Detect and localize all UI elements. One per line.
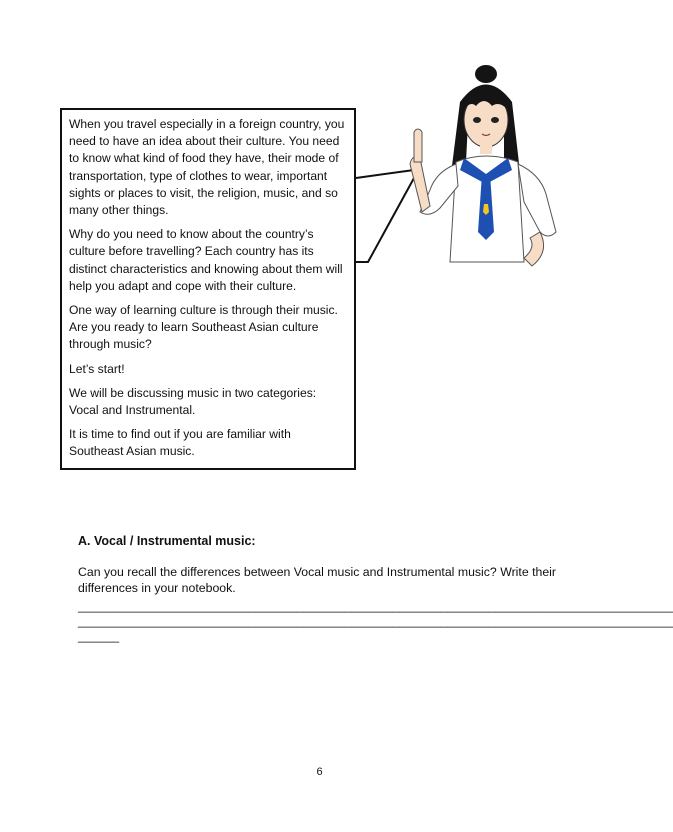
section-vocal-instrumental (78, 534, 673, 644)
speech-paragraph-5: We will be discussing music in two categories: Vocal and Instrumental. (69, 385, 317, 418)
section-heading: A. Vocal / Instrumental music: (78, 534, 256, 548)
speech-bubble (60, 108, 356, 470)
speech-paragraph-2: Why do you need to know about the country’s culture before travelling? Each country has its distinct characteristics and knowing about them will help you adapt and cope with their culture. (69, 227, 343, 293)
answer-lines (78, 599, 673, 644)
speech-paragraph-6: It is time to find out if you are familiar with Southeast Asian music. (69, 427, 291, 459)
page-number: 6 (316, 766, 323, 778)
speech-paragraph-1: When you travel especially in a foreign country, you need to have an idea about their culture. You need to know what kind of food they have, their mode of transportation, type of clothes to wear, important sights or places to visit, the religion, music, and so many other things. (69, 117, 345, 218)
cartoon-girl-illustration (400, 62, 580, 272)
answer-line-2: _______________________________________________________________________________________ (78, 614, 673, 628)
section-question: Can you recall the differences between Vocal music and Instrumental music? Write their differences in your notebook. (78, 565, 556, 595)
speech-paragraph-3: One way of learning culture is through their music. Are you ready to learn Southeast Asian culture through music? (69, 303, 338, 352)
answer-line-1: _______________________________________________________________________________________ (78, 599, 673, 613)
answer-line-3: ______ (78, 629, 120, 643)
speech-paragraph-4: Let’s start! (69, 361, 125, 376)
